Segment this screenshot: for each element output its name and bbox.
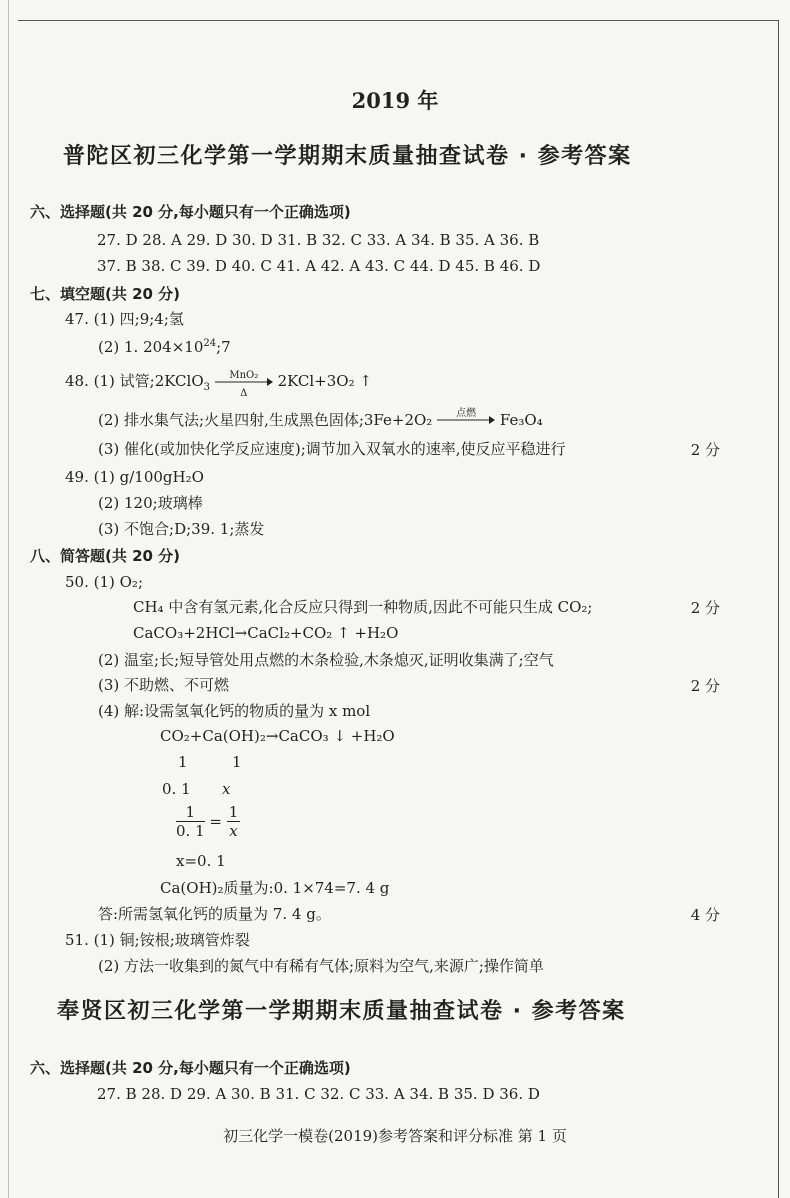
s6-row1: 27. D 28. A 29. D 30. D 31. B 32. C 33. A 34. B 35. A 36. B — [97, 231, 540, 249]
q47-2-tail: ;7 — [216, 338, 231, 356]
q47-2 — [98, 334, 231, 357]
ratio2-a: 0. 1 — [162, 780, 191, 798]
answer-score: 4 分 — [690, 906, 720, 924]
q50-4: (4) 解:设需氢氧化钙的物质的量为 x mol — [98, 702, 371, 720]
frac1-den: 0. 1 — [176, 822, 205, 840]
q48-3-score: 2 分 — [690, 441, 720, 459]
frac2-num: 1 — [228, 803, 239, 821]
q47-2-text: (2) 1. 204×10 — [98, 338, 204, 356]
ratio1-b: 1 — [232, 753, 242, 771]
q50-1-b: CH₄ 中含有氢元素,化合反应只得到一种物质,因此不可能只生成 CO₂; — [133, 598, 593, 616]
year-title: 2019 年 — [351, 88, 439, 113]
frame-top-border — [18, 20, 778, 21]
q47-1: 47. (1) 四;9;4;氢 — [65, 310, 184, 328]
ratio2-b: x — [222, 780, 231, 798]
q48-2-product: Fe₃O₄ — [499, 411, 543, 429]
q48-1: 48. (1) 试管;2KClO$_3$ MnO₂ Δ 2KCl+3O₂ ↑ — [65, 368, 372, 398]
q48-1-text: 48. (1) 试管;2KClO — [65, 372, 204, 390]
q48-2 — [98, 410, 543, 432]
fraction-left — [176, 803, 205, 840]
q50-2: (2) 温室;长;短导管处用点燃的木条检验,木条熄灭,证明收集满了;空气 — [98, 651, 554, 669]
page-footer: 初三化学一模卷(2019)参考答案和评分标准 第 1 页 — [223, 1127, 567, 1145]
q47-2-exponent: 24 — [203, 338, 217, 349]
s6-heading: 六、选择题(共 20 分,每小题只有一个正确选项) — [30, 203, 351, 221]
s6-row2: 37. B 38. C 39. D 40. C 41. A 42. A 43. C 44. D 45. B 46. D — [97, 257, 541, 275]
q50-1: 50. (1) O₂; — [65, 573, 144, 591]
proportion — [176, 803, 240, 840]
q50-1-c: CaCO₃+2HCl→CaCl₂+CO₂ ↑ +H₂O — [133, 624, 399, 642]
frac1-num: 1 — [176, 803, 205, 822]
answer: 答:所需氢氧化钙的质量为 7. 4 g。 — [98, 905, 331, 923]
fraction-right — [227, 803, 241, 840]
ignite-label: 点燃 — [456, 408, 477, 419]
fengxian-title: 奉贤区初三化学第一学期期末质量抽查试卷 · 参考答案 — [57, 999, 626, 1024]
frac2-den: x — [229, 822, 238, 840]
right-arrow-icon — [437, 416, 495, 424]
frac-equals: = — [209, 812, 222, 831]
s8-heading: 八、简答题(共 20 分) — [30, 547, 181, 565]
s6b-heading: 六、选择题(共 20 分,每小题只有一个正确选项) — [30, 1059, 351, 1077]
q48-1-arrow — [215, 368, 273, 399]
q48-2-text: (2) 排水集气法;火星四射,生成黑色固体;3Fe+2O₂ — [98, 411, 433, 429]
q48-3: (3) 催化(或加快化学反应速度);调节加入双氧水的速率,使反应平稳进行 — [98, 440, 566, 458]
mass-calc: Ca(OH)₂质量为:0. 1×74=7. 4 g — [160, 879, 390, 897]
q49-2: (2) 120;玻璃棒 — [98, 494, 203, 512]
q50-3: (3) 不助燃、不可燃 — [98, 676, 230, 694]
frame-right-border — [778, 20, 779, 1198]
q48-1-products: 2KCl+3O₂ ↑ — [277, 372, 372, 390]
frame-left-border — [8, 0, 9, 1198]
ratio1-a: 1 — [178, 753, 188, 771]
equation: CO₂+Ca(OH)₂→CaCO₃ ↓ +H₂O — [160, 727, 395, 745]
x-value: x=0. 1 — [176, 852, 226, 870]
q49-1: 49. (1) g/100gH₂O — [65, 468, 204, 486]
q50-1-b-score: 2 分 — [690, 599, 720, 617]
heat-label: Δ — [240, 388, 248, 399]
catalyst-label: MnO₂ — [229, 370, 259, 381]
q48-2-arrow — [437, 410, 495, 432]
q49-3: (3) 不饱合;D;39. 1;蒸发 — [98, 520, 265, 538]
putuo-title: 普陀区初三化学第一学期期末质量抽查试卷 · 参考答案 — [63, 144, 632, 169]
s6b-row1: 27. B 28. D 29. A 30. B 31. C 32. C 33. A 34. B 35. D 36. D — [97, 1085, 540, 1103]
s7-heading: 七、填空题(共 20 分) — [30, 285, 181, 303]
q51-1: 51. (1) 铜;铵根;玻璃管炸裂 — [65, 931, 250, 949]
q51-2: (2) 方法一收集到的氮气中有稀有气体;原料为空气,来源广;操作简单 — [98, 957, 544, 975]
q50-3-score: 2 分 — [690, 677, 720, 695]
